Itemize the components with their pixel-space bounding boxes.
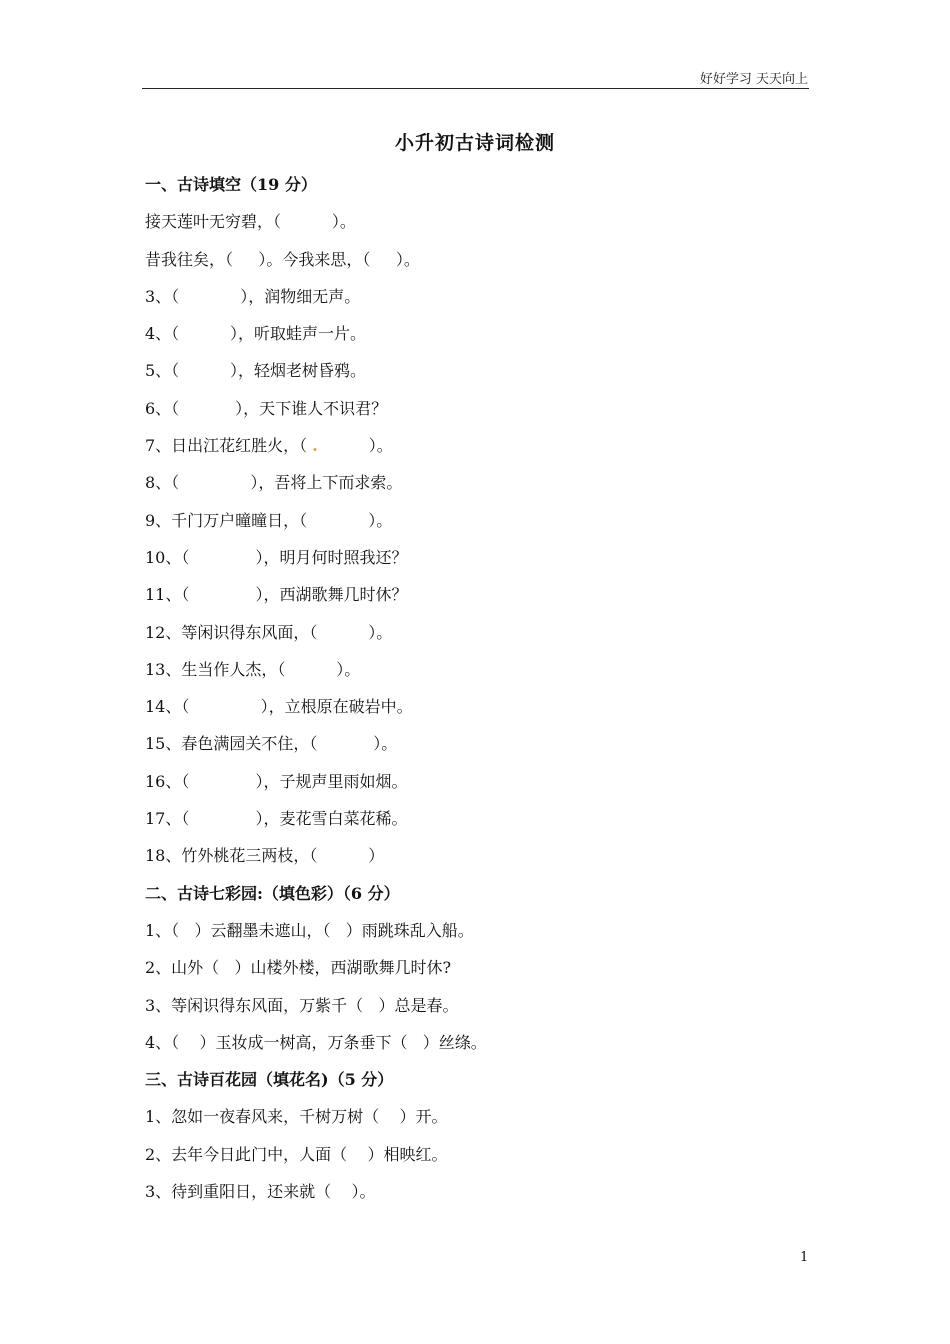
question-line: 9、千门万户曈曈日，（ ）。 (145, 510, 393, 530)
question-line: 3、待到重阳日，还来就（ ）。 (145, 1182, 376, 1202)
question-line: 4、（ ），听取蛙声一片。 (145, 324, 367, 344)
question-line: 17、（ ），麦花雪白菜花稀。 (145, 809, 408, 829)
header-rule (142, 88, 809, 89)
question-line: 4、（ ）玉妆成一树高，万条垂下（ ）丝绦。 (145, 1032, 487, 1052)
header-motto: 好好学习 天天向上 (699, 72, 808, 87)
question-line: 14、（ ），立根原在破岩中。 (145, 697, 413, 717)
question-line: 6、（ ），天下谁人不识君？ (145, 398, 388, 418)
question-line: 2、去年今日此门中，人面（ ）相映红。 (145, 1144, 448, 1164)
section-heading: 一、古诗填空（19 分） (145, 175, 317, 194)
page-title: 小升初古诗词检测 (394, 132, 555, 154)
question-text: 7、日出江花红胜火，（ (145, 436, 313, 456)
question-line: 3、（ ），润物细无声。 (145, 286, 361, 306)
question-line: 1、（ ）云翻墨未遮山，（ ）雨跳珠乱入船。 (145, 920, 474, 940)
question-line: 8、（ ），吾将上下而求索。 (145, 473, 403, 493)
question-line: 3、等闲识得东风面，万紫千（ ）总是春。 (145, 995, 459, 1015)
page-number: 1 (800, 1250, 809, 1265)
question-line: 接天莲叶无穷碧，（ ）。 (145, 212, 356, 232)
question-line: 昔我往矣，（ ）。今我来思，（ ）。 (145, 249, 420, 269)
exam-content (145, 173, 825, 1217)
question-line: 16、（ ），子规声里雨如烟。 (145, 771, 408, 791)
question-line: 10、（ ），明月何时照我还？ (145, 547, 408, 567)
question-line: 1、忽如一夜春风来，千树万树（ ）开。 (145, 1107, 448, 1127)
orange-dot-mark: . (312, 436, 318, 456)
section-heading: 三、古诗百花园（填花名)（5 分） (145, 1070, 394, 1090)
question-text-tail: ）。 (317, 436, 393, 456)
question-line: 5、（ ），轻烟老树昏鸦。 (145, 361, 367, 381)
question-line: 11、（ ），西湖歌舞几时休？ (145, 585, 408, 605)
question-line: 18、竹外桃花三两枝，（ ） (145, 846, 385, 866)
question-line: 15、春色满园关不住，（ ）。 (145, 734, 398, 754)
question-line (145, 434, 825, 471)
section-heading: 二、古诗七彩园:（填色彩）（6 分） (145, 883, 400, 903)
question-line: 2、山外（ ）山楼外楼，西湖歌舞几时休? (145, 958, 452, 978)
question-line: 12、等闲识得东风面，（ ）。 (145, 622, 393, 642)
question-line: 13、生当作人杰，（ ）。 (145, 659, 361, 679)
